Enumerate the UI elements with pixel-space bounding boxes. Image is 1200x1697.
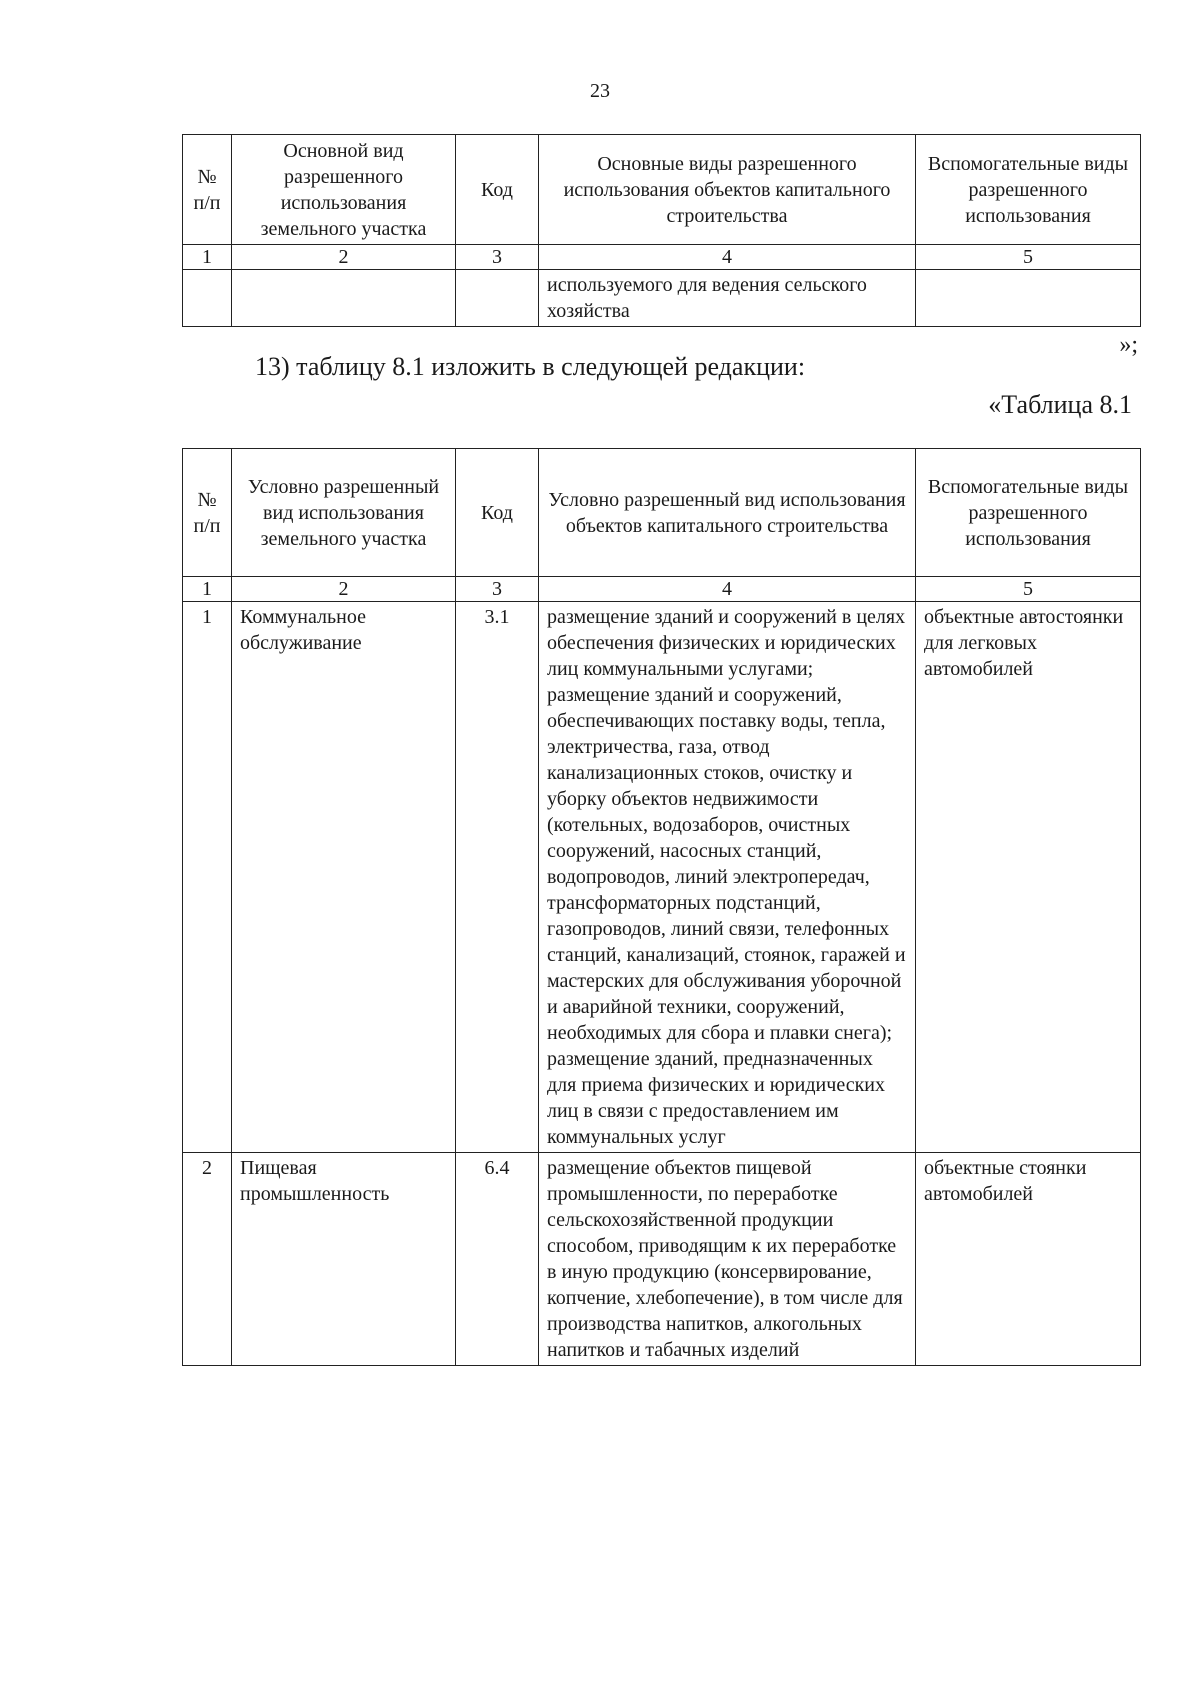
column-number: 3 [456, 577, 539, 602]
cell-code: 3.1 [456, 602, 539, 1153]
header-main-construction-use: Основные виды разрешенного использования объектов капитального строительства [539, 135, 916, 245]
table-caption: «Таблица 8.1 [988, 390, 1132, 419]
column-number: 2 [232, 245, 456, 270]
cell-land-use [232, 270, 456, 327]
header-code: Код [456, 449, 539, 577]
column-number: 4 [539, 245, 916, 270]
cell-auxiliary-use [916, 270, 1141, 327]
header-auxiliary-use: Вспомогательные виды разрешенного использования [916, 135, 1141, 245]
cell-number: 2 [183, 1153, 232, 1366]
header-auxiliary-use: Вспомогательные виды разрешенного использования [916, 449, 1141, 577]
header-number: № п/п [183, 449, 232, 577]
column-number: 4 [539, 577, 916, 602]
cell-number: 1 [183, 602, 232, 1153]
amendment-instruction: 13) таблицу 8.1 изложить в следующей редакции: [255, 352, 806, 381]
cell-code: 6.4 [456, 1153, 539, 1366]
cell-auxiliary-use: объектные автостоянки для легковых автомобилей [916, 602, 1141, 1153]
column-number: 5 [916, 577, 1141, 602]
cell-construction-use: размещение зданий и сооружений в целях обеспечения физических и юридических лиц коммунальными услугами; размещение зданий и сооружений, обеспечивающих поставку воды, тепла, электричества, газа, отвод канализационных стоков, очистку и уборку объектов недвижимости (котельных, водозаборов, очистных сооружений, насосных станций, водопроводов, линий электропередач, трансформаторных подстанций, газопроводов, линий связи, телефонных станций, канализаций, стоянок, гаражей и мастерских для обслуживания уборочной и аварийной техники, сооружений, необходимых для сбора и плавки снега); размещение зданий, предназначенных для приема физических и юридических лиц в связи с предоставлением им коммунальных услуг [539, 602, 916, 1153]
closing-quote: »; [1119, 332, 1138, 358]
table-header-row [183, 449, 1141, 577]
page-number: 23 [590, 80, 610, 102]
column-number: 1 [183, 245, 232, 270]
header-conditional-construction-use: Условно разрешенный вид использования объектов капитального строительства [539, 449, 916, 577]
column-number: 3 [456, 245, 539, 270]
table-row [183, 270, 1141, 327]
header-conditional-land-use: Условно разрешенный вид использования земельного участка [232, 449, 456, 577]
cell-auxiliary-use: объектные стоянки автомобилей [916, 1153, 1141, 1366]
cell-land-use: Коммунальное обслуживание [232, 602, 456, 1153]
table-row [183, 602, 1141, 1153]
conditional-land-use-table [182, 448, 1141, 1366]
cell-construction-use: используемого для ведения сельского хозяйства [539, 270, 916, 327]
cell-code [456, 270, 539, 327]
cell-land-use: Пищевая промышленность [232, 1153, 456, 1366]
cell-number [183, 270, 232, 327]
column-number: 2 [232, 577, 456, 602]
cell-construction-use: размещение объектов пищевой промышленности, по переработке сельскохозяйственной продукции способом, приводящим к их переработке в иную продукцию (консервирование, копчение, хлебопечение), в том числе для производства напитков, алкогольных напитков и табачных изделий [539, 1153, 916, 1366]
land-use-table-continuation [182, 134, 1141, 327]
table-header-row [183, 135, 1141, 245]
table-row [183, 1153, 1141, 1366]
header-code: Код [456, 135, 539, 245]
header-number: № п/п [183, 135, 232, 245]
column-number: 1 [183, 577, 232, 602]
column-number: 5 [916, 245, 1141, 270]
column-numbers-row [183, 245, 1141, 270]
column-numbers-row [183, 577, 1141, 602]
header-main-land-use: Основной вид разрешенного использования земельного участка [232, 135, 456, 245]
